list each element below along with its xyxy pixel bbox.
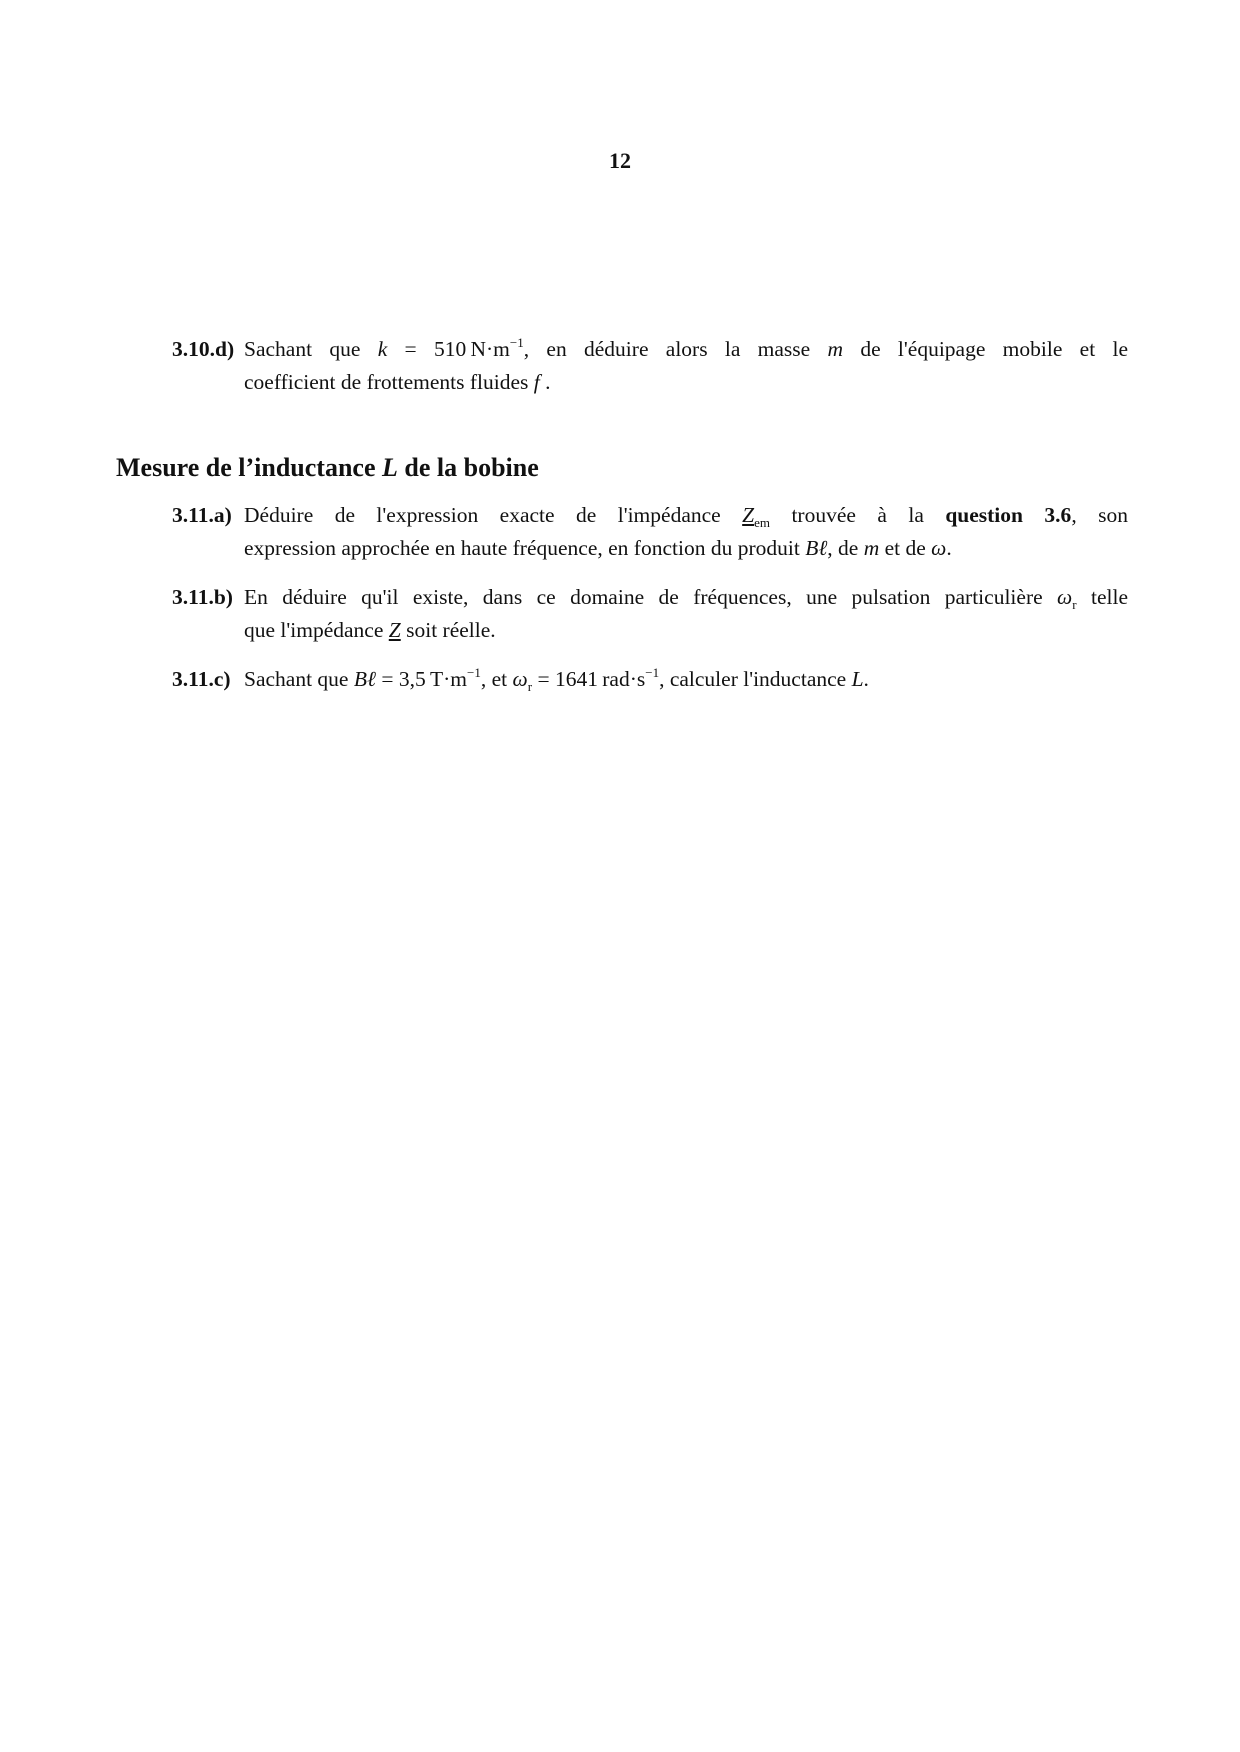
text-fragment: que l'impédance (244, 618, 389, 642)
equation-k: = 510 N·m (387, 337, 510, 361)
question-text (244, 499, 1128, 565)
text-fragment: expression approchée en haute fréquence, en fonction du produit (244, 536, 806, 560)
text-fragment: telle (1076, 585, 1128, 609)
subscript-r: r (527, 679, 533, 694)
question-line (244, 581, 1128, 614)
text-fragment: , de (827, 536, 864, 560)
variable-k: k (377, 337, 388, 361)
text-fragment: , en déduire alors la masse (523, 337, 828, 361)
exponent: −1 (645, 665, 660, 680)
heading-text: de la bobine (397, 453, 539, 482)
question-3-11-a (172, 499, 1128, 565)
question-number: 3.11.a) (172, 503, 232, 527)
text-fragment: , calculer l'inductance (659, 667, 852, 691)
text-fragment: . (863, 667, 869, 691)
question-reference: question 3.6 (945, 503, 1072, 527)
text-fragment: Sachant que (244, 667, 354, 691)
question-text (244, 333, 1128, 399)
question-line (244, 499, 1128, 532)
variable-m: m (827, 337, 844, 361)
question-number: 3.11.b) (172, 585, 233, 609)
section-heading (116, 452, 539, 484)
question-text (244, 663, 1128, 696)
question-line (244, 663, 1128, 696)
question-3-11-b (172, 581, 1128, 647)
text-fragment: , et (480, 667, 513, 691)
question-line (244, 333, 1128, 366)
text-fragment: Sachant que (244, 337, 378, 361)
question-number: 3.11.c) (172, 667, 231, 691)
exponent: −1 (509, 335, 524, 350)
text-fragment: soit réelle. (400, 618, 496, 642)
text-fragment: et de (879, 536, 932, 560)
equation-omega: = 1641 rad·s (532, 667, 646, 691)
text-fragment: de l'équipage mobile et le (843, 337, 1128, 361)
question-number: 3.10.d) (172, 337, 235, 361)
question-line (244, 366, 1128, 399)
variable-m: m (863, 536, 880, 560)
variable-omega: ω (931, 536, 947, 560)
text-fragment: Déduire de l'expression exacte de l'impédance (244, 503, 743, 527)
question-3-10-d (172, 333, 1128, 399)
text-fragment: trouvée à la (770, 503, 946, 527)
equation-bl: = 3,5 T·m (375, 667, 468, 691)
page-number: 12 (609, 148, 631, 173)
text-fragment: . (946, 536, 952, 560)
variable-Bl: Bℓ (353, 667, 376, 691)
heading-text: Mesure de l’inductance (116, 453, 382, 482)
variable-omega: ω (1057, 585, 1073, 609)
text-fragment: , son (1071, 503, 1128, 527)
variable-L: L (382, 453, 398, 482)
text-fragment: . (539, 370, 551, 394)
variable-Bl: Bℓ (805, 536, 828, 560)
variable-Z: Z (742, 503, 755, 527)
variable-omega: ω (512, 667, 528, 691)
text-fragment: coefficient de frottements fluides (244, 370, 534, 394)
question-3-11-c (172, 663, 1128, 696)
subscript-em: em (754, 515, 771, 530)
exponent: −1 (467, 665, 481, 680)
subscript-r: r (1072, 597, 1077, 612)
question-text (244, 581, 1128, 647)
question-line (244, 614, 1128, 647)
variable-L: L (851, 667, 864, 691)
variable-Z: Z (388, 618, 401, 642)
text-fragment: En déduire qu'il existe, dans ce domaine de fréquences, une pulsation particulière (244, 585, 1058, 609)
question-line (244, 532, 1128, 565)
variable-f: f (533, 370, 540, 394)
